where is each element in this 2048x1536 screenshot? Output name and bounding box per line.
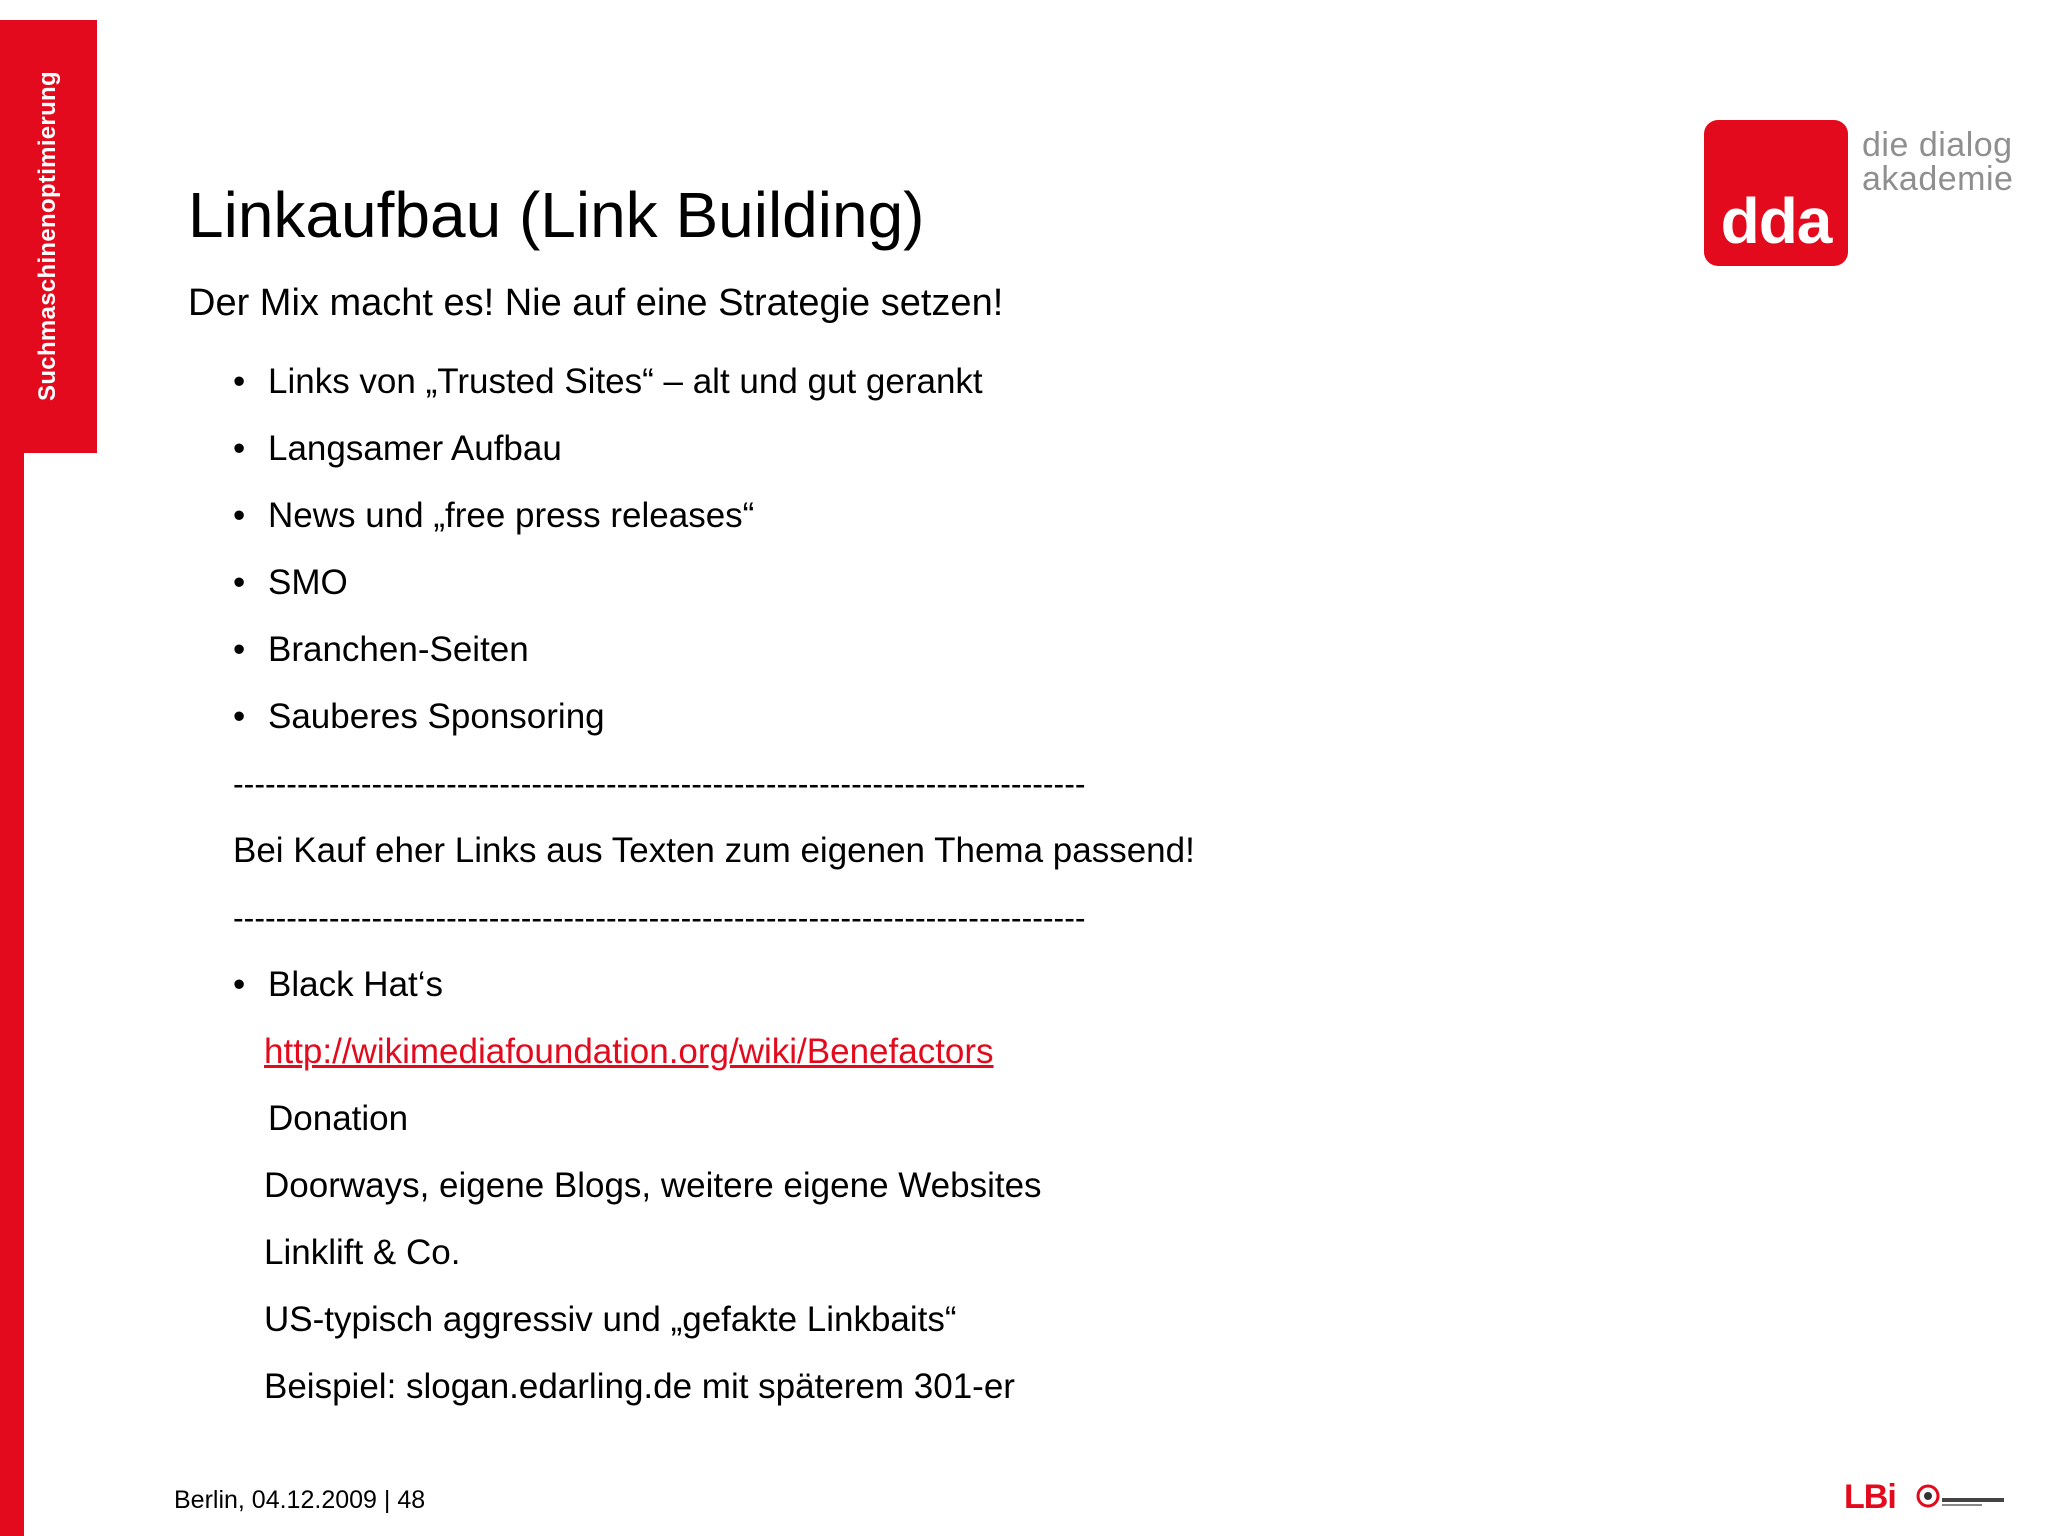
separator-line: --------------------------------------------------------------------------------	[233, 900, 1086, 936]
bullet-item: Links von „Trusted Sites“ – alt und gut gerankt	[268, 362, 983, 401]
slide-title: Linkaufbau (Link Building)	[188, 179, 925, 251]
lbi-logo-mark: LBi	[1844, 1478, 1896, 1516]
bullet-item: Sauberes Sponsoring	[268, 697, 605, 736]
bullet-item: News und „free press releases“	[268, 496, 755, 535]
benefactors-link[interactable]: http://wikimediafoundation.org/wiki/Benefactors	[264, 1032, 994, 1071]
bullet-dot: •	[233, 429, 246, 468]
lbi-logo	[1844, 1478, 2012, 1518]
slide-subtitle: Der Mix macht es! Nie auf eine Strategie setzen!	[188, 282, 1004, 324]
dda-logo-line1: die dialog	[1862, 126, 2013, 164]
bullet-dot: •	[233, 965, 246, 1004]
bullet-dot: •	[233, 630, 246, 669]
bullet-item: Branchen-Seiten	[268, 630, 529, 669]
bullet-dot: •	[233, 563, 246, 602]
black-hat-item: US-typisch aggressiv und „gefakte Linkbaits“	[264, 1300, 957, 1339]
separator-line: --------------------------------------------------------------------------------	[233, 766, 1086, 802]
black-hat-item: Doorways, eigene Blogs, weitere eigene Websites	[264, 1166, 1042, 1205]
section-label: Suchmaschinenoptimierung	[34, 71, 61, 401]
black-hat-heading: Black Hat‘s	[268, 965, 444, 1004]
dda-logo-text	[1862, 128, 2013, 196]
bullet-dot: •	[233, 697, 246, 736]
black-hat-item: Linklift & Co.	[264, 1233, 461, 1272]
purchase-note: Bei Kauf eher Links aus Texten zum eigenen Thema passend!	[233, 831, 1195, 870]
bullet-dot: •	[233, 362, 246, 401]
bullet-dot: •	[233, 496, 246, 535]
dda-logo-line2: akademie	[1862, 160, 2014, 198]
bullet-item: Langsamer Aufbau	[268, 429, 562, 468]
black-hat-item: Donation	[268, 1099, 409, 1138]
footer-date-page: Berlin, 04.12.2009 | 48	[174, 1486, 426, 1514]
bullet-item: SMO	[268, 563, 348, 602]
dda-logo	[1704, 120, 2016, 266]
dda-logo-box	[1704, 120, 1848, 266]
dda-logo-mark: dda	[1720, 185, 1832, 257]
partner-emblem-icon	[1916, 1482, 2008, 1514]
black-hat-item: Beispiel: slogan.edarling.de mit späterem 301-er	[264, 1367, 1015, 1406]
